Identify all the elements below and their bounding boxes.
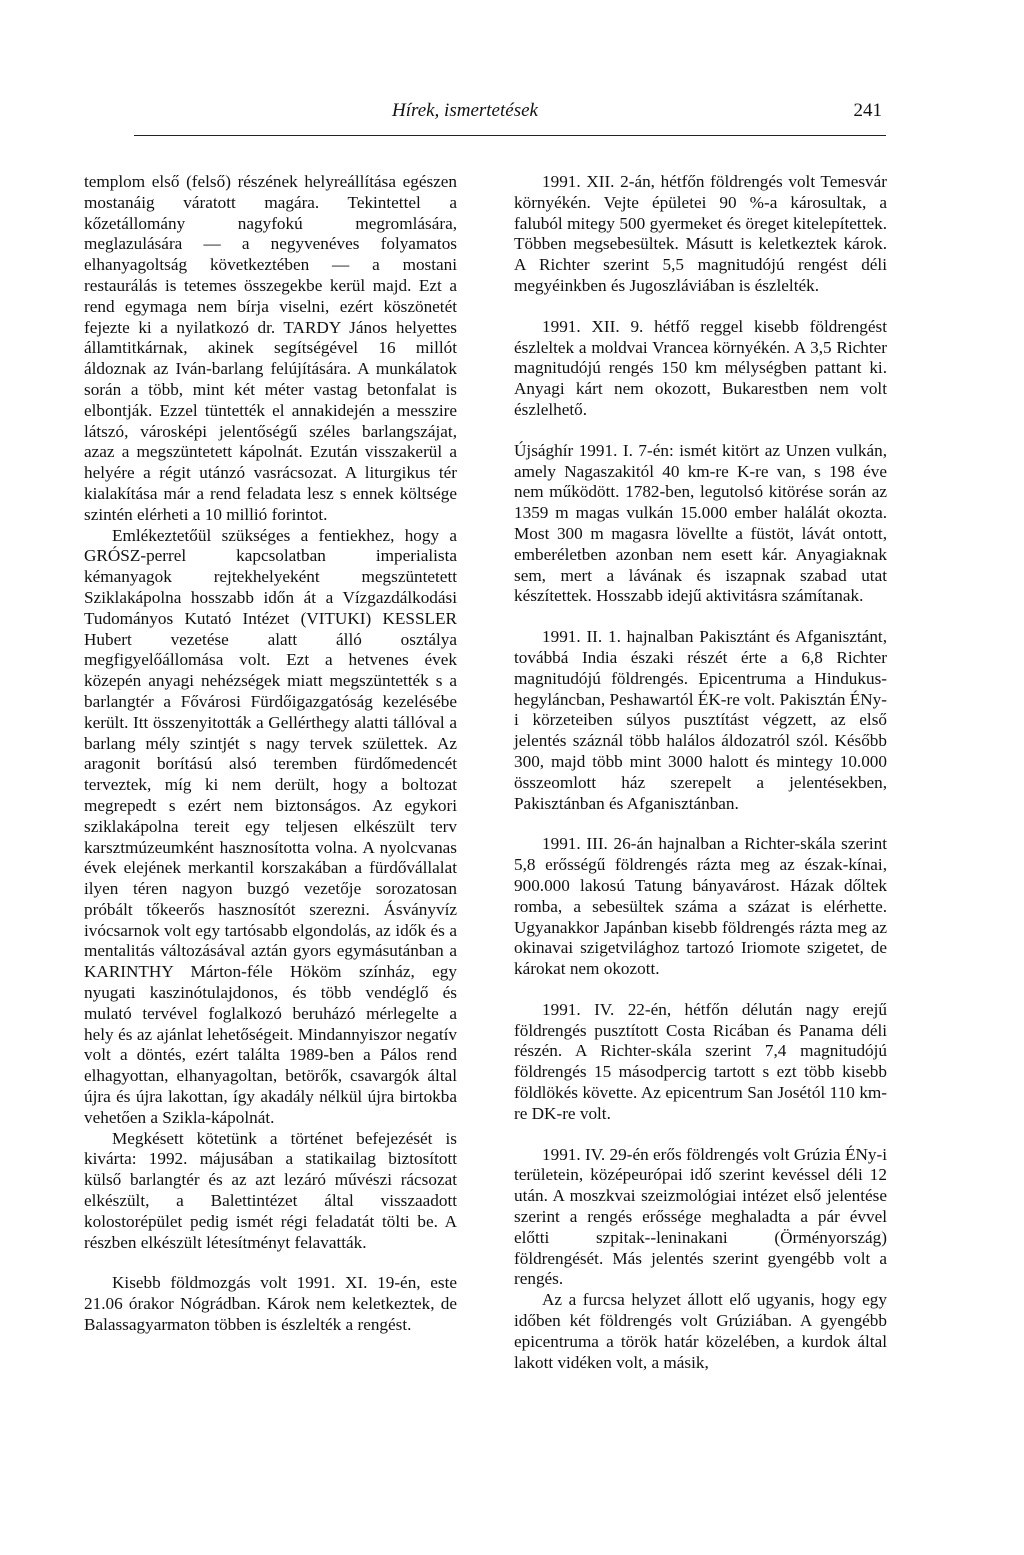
running-title: Hírek, ismertetések: [392, 100, 538, 121]
news-item: 1991. XII. 9. hétfő reggel kisebb földrengést észleltek a moldvai Vrancea környékén. A 3,5 Richter magnitudójú rengés 150 km mélységben pattant ki. Anyagi kárt nem okozott, Bukarestben nem volt észlelhető.: [514, 316, 887, 419]
paragraph: Megkésett kötetünk a történet befejezését is kivárta: 1992. májusában a statikailag biztosított külső barlangtér és az azt lezáró művészi rácsozat elkészült, a Balettintézet által visszaadott kolostorépület pedig ismét régi feladatát tölti be. A részben elkészült létesítményt felavatták.: [84, 1128, 457, 1252]
news-item: Újsághír 1991. I. 7-én: ismét kitört az Unzen vulkán, amely Nagaszakitól 40 km-re K-re van, s 198 éve nem működött. 1782-ben, legutolsó kitörése során az 1359 m magas vulkán 15.000 ember halálát okozta. Most 300 m magasra lövellte a füstöt, lávát ontott, emberéletben azonban nem esett kár. Anyagiaknak sem, mert a lávának és iszapnak szabad utat készítettek. Hosszabb idejű aktivitásra számítanak.: [514, 440, 887, 606]
news-item: 1991. III. 26-án hajnalban a Richter-skála szerint 5,8 erősségű földrengés rázta meg az észak-kínai, 900.000 lakosú Tatung bányavárost. Házak dőltek romba, a sebesültek száma a százat is elérhette. Ugyanakkor Japánban kisebb földrengés rázta meg az okinavai szigetvilághoz tartozó Iriomote szigetet, de károkat nem okozott.: [514, 834, 887, 979]
page-header: [134, 96, 886, 132]
page-number: 241: [853, 100, 882, 121]
header-rule: [134, 135, 886, 136]
paragraph: Az a furcsa helyzet állott elő ugyanis, hogy egy időben két földrengés volt Grúziában. A gyengébb epicentruma a török határ közelében, a kurdok által lakott vidéken volt, a másik,: [514, 1290, 887, 1372]
right-column: [514, 172, 887, 1373]
left-column: [84, 172, 457, 1336]
news-item: 1991. XII. 2-án, hétfőn földrengés volt Temesvár környékén. Vejte épületei 90 %-a károsultak, a faluból mitegy 500 gyermeket és öreget kitelepítettek. Többen megsebesültek. Másutt is keletkeztek károk. A Richter szerint 5,5 magnitudójú rengést déli megyéinkben és Jugoszláviában is észlelték.: [514, 172, 887, 295]
paragraph: Emlékeztetőül szükséges a fentiekhez, hogy a GRÓSZ-perrel kapcsolatban imperialista kémanyagok rejtekhelyeként megszüntetett Sziklakápolna hosszabb időn át a Vízgazdálkodási Tudományos Kutató Intézet (VITUKI) KESSLER Hubert vezetése alatt álló osztálya megfigyelőállomása volt. Ezt a hetvenes évek közepén anyagi nehézségek miatt megszüntették s a barlangtér a Fővárosi Fürdőigazgatóság kezelésébe került. Itt összenyitották a Gellérthegy alatti tállóval a barlang mély szintjét s nagy tervek születtek. Az aragonit borítású alsó teremben fürdőmedencét terveztek, míg ki nem derült, hogy a boltozat megrepedt s ezért nem biztonságos. Az egykori sziklakápolna tereit egy teljesen elkészült terv karsztmúzeumként hasznosította volna. A nyolcvanas évek elejének merkantil korszakában a fürdővállalat ilyen téren nagyon buzgó vezetője sorozatosan próbált tőkeerős hasznosítót szerezni. Ásványvíz ivócsarnok volt egy tartósabb elgondolás, az idők és a mentalitás változásával aztán gyors egymásutánban a KARINTHY Márton-féle Hököm színház, egy nyugati kaszinótulajdonos, és több vendéglő és mulató tervével foglalkozó beruházó mérlegelte a hely és az ajánlat lehetőségeit. Mindannyiszor negatív volt a döntés, ezért találta 1989-ben a Pálos rend elhagyottan, elhanyagoltan, betörők, csavargók által újra és újra lakottan, így akadály nélkül újra birtokba vehetően a Szikla-kápolnát.: [84, 525, 457, 1127]
news-item: 1991. IV. 22-én, hétfőn délután nagy erejű földrengés pusztított Costa Ricában és Panama déli részén. A Richter-skála szerint 7,4 magnitudójú földrengés 15 másodpercig tartott s ezt több kisebb földlökés követte. Az epicentrum San Josétól 110 km-re DK-re volt.: [514, 999, 887, 1123]
news-item: 1991. IV. 29-én erős földrengés volt Grúzia ÉNy-i területein, középeurópai idő szerint kevéssel déli 12 után. A moszkvai szeizmológiai intézet első jelentése szerint a rengés erőssége meghaladta a pár évvel előtti szpitak--leninakani (Örményország) földrengését. Más jelentés szerint gyengébb volt a rengés.: [514, 1144, 887, 1289]
news-item: Kisebb földmozgás volt 1991. XI. 19-én, este 21.06 órakor Nógrádban. Károk nem keletkeztek, de Balassagyarmaton többen is észlelték a rengést.: [84, 1273, 457, 1335]
news-item: 1991. II. 1. hajnalban Pakisztánt és Afganisztánt, továbbá India északi részét érte a 6,8 Richter magnitudójú földrengés. Epicentruma a Hindukus-hegyláncban, Peshawartól ÉK-re volt. Pakisztán ÉNy-i körzeteiben súlyos pusztítást végzett, az első jelentés száznál több halálos áldozatról szól. Később 300, majd több mint 3000 halott és mintegy 10.000 összeomlott ház szerepelt a jelentésekben, Pakisztánban és Afganisztánban.: [514, 627, 887, 813]
paragraph: templom első (felső) részének helyreállítása egészen mostanáig váratott magára. Tekintettel a kőzetállomány nagyfokú megromlására, meglazulására — a negyvenéves folyamatos elhanyagoltság következtében — a mostani restaurálás is tetemes összegekbe kerül majd. Ezt a rend egymaga nem bírja viselni, ezért köszönetét fejezte ki a nyilatkozó dr. TARDY János helyettes államtitkárnak, akinek segítségével 16 millót áldoznak az Iván-barlang felújítására. A munkálatok során a több, mint két méter vastag betonfalat is elbontják. Ezzel tüntették el annakidején a messzire látszó, városképi jelentőségű széles barlangszájat, azaz a megszüntetett kápolnát. Ezután visszakerül a helyére a régit utánzó vasrácsozat. A liturgikus tér kialakítása már a rend feladata lesz s ennek költsége szintén elérheti a 10 millió forintot.: [84, 172, 457, 524]
